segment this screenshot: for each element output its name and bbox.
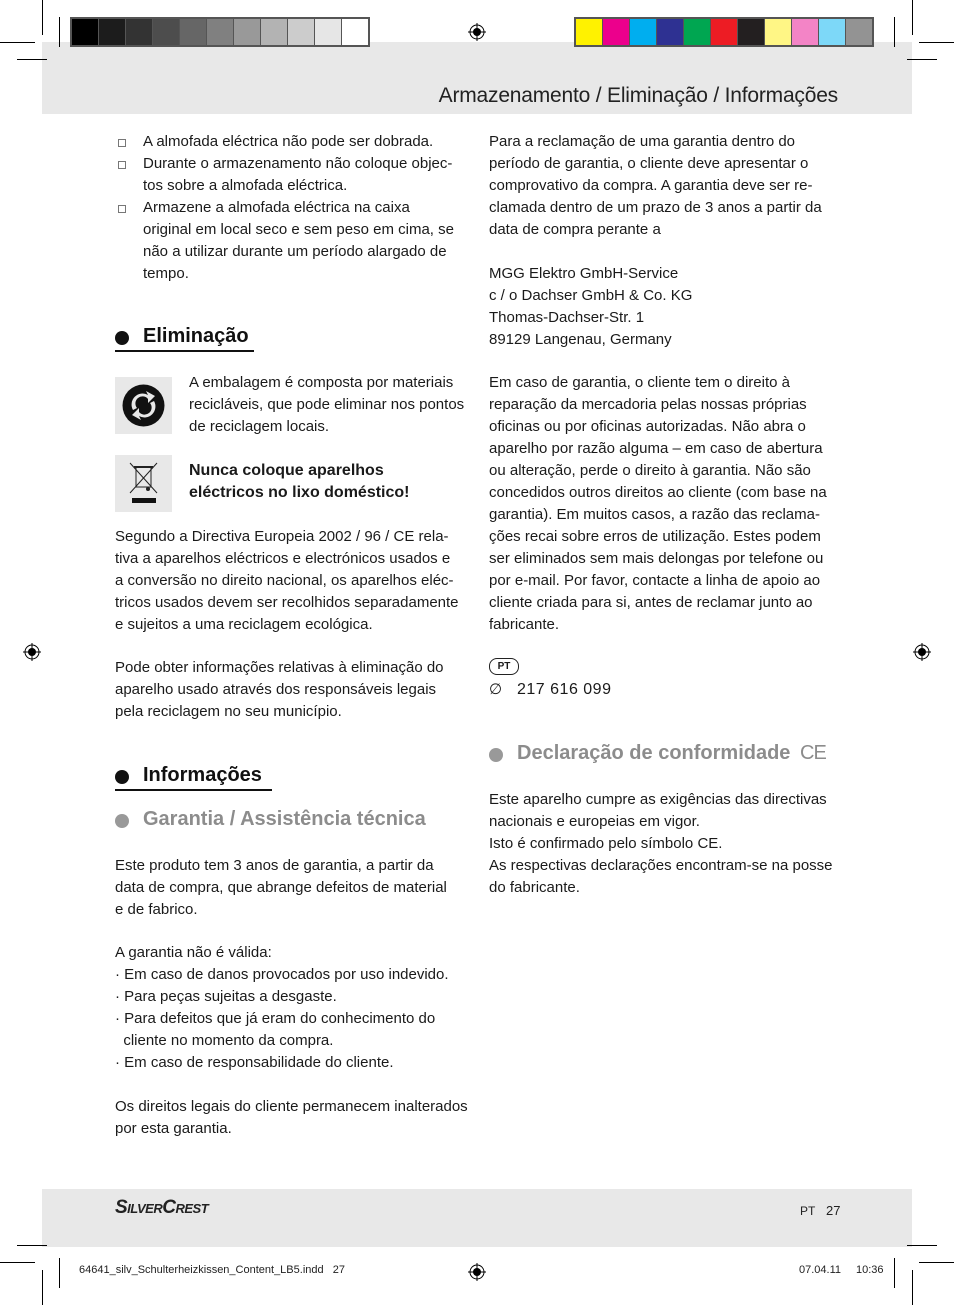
color-swatch <box>711 19 737 45</box>
text-line: Em caso de garantia, o cliente tem o direito à <box>489 374 790 391</box>
text-line: por esta garantia. <box>115 1120 232 1137</box>
text-line: aparelho por razão alguma – em caso de abertura <box>489 440 823 457</box>
crop-mark <box>907 59 937 60</box>
text-line: · Em caso de danos provocados por uso indevido. <box>115 966 449 983</box>
text-line: Armazene a almofada eléctrica na caixa <box>143 199 410 216</box>
crop-mark <box>0 42 35 43</box>
warranty-exclusions <box>115 942 449 1074</box>
text-line: garantia). Em muitos casos, a razão das reclama- <box>489 506 820 523</box>
text-line: período de garantia, o cliente deve apresentar o <box>489 155 809 172</box>
warranty-paragraph <box>115 855 447 921</box>
weee-warning <box>189 460 410 504</box>
conformity-heading <box>517 742 826 765</box>
crop-mark <box>42 0 43 35</box>
text-line: tricos usados devem ser recolhidos separadamente <box>115 594 459 611</box>
text-line: concedidos outros direitos ao cliente (com base na <box>489 484 827 501</box>
color-swatch <box>576 19 602 45</box>
gray-swatch <box>72 19 98 45</box>
text-line: nacionais e europeias em vigor. <box>489 813 700 830</box>
crop-mark <box>59 17 60 47</box>
text-line: A almofada eléctrica não pode ser dobrada. <box>143 133 434 150</box>
gray-swatch <box>288 19 314 45</box>
text-line: e de fabrico. <box>115 901 198 918</box>
crop-mark <box>17 59 47 60</box>
elimination-heading: Eliminação <box>143 325 249 347</box>
text-line: reparação da mercadoria pelas nossas próprias <box>489 396 807 413</box>
text-line: · Em caso de responsabilidade do cliente. <box>115 1054 394 1071</box>
text-line: 89129 Langenau, Germany <box>489 331 672 348</box>
recycle-icon <box>115 377 172 434</box>
text-line: Segundo a Directiva Europeia 2002 / 96 / CE rela- <box>115 528 449 545</box>
crop-mark <box>919 42 954 43</box>
heading-underline <box>115 789 272 791</box>
text-line: fabricante. <box>489 616 560 633</box>
print-date: 07.04.11 <box>799 1264 842 1276</box>
text-line: recicláveis, que pode eliminar nos pontos <box>189 396 465 413</box>
gray-swatch <box>315 19 341 45</box>
text-line: · Para peças sujeitas a desgaste. <box>115 988 337 1005</box>
text-line: original em local seco e sem peso em cima, se <box>143 221 454 238</box>
text-line: oficinas ou por oficinas autorizadas. Não abra o <box>489 418 806 435</box>
bullet-icon <box>115 331 129 345</box>
color-swatch <box>738 19 764 45</box>
brand-logo: SilverCrest <box>115 1197 209 1218</box>
weee-bin-icon <box>115 455 172 512</box>
gray-swatch <box>153 19 179 45</box>
text-line: ser eliminados sem mais delongas por telefone ou <box>489 550 824 567</box>
text-line: tiva a aparelhos eléctricos e electrónicos usados e <box>115 550 451 567</box>
storage-list <box>143 131 454 285</box>
text-line: cliente no momento da compra. <box>115 1032 334 1049</box>
informacoes-heading: Informações <box>143 764 262 786</box>
registration-mark-icon <box>23 643 41 661</box>
crop-mark <box>907 1245 937 1246</box>
color-swatch <box>792 19 818 45</box>
gray-swatch <box>342 19 368 45</box>
text-line: e sujeitos a uma reciclagem ecológica. <box>115 616 373 633</box>
disposal-info-paragraph <box>115 657 444 723</box>
file-slug: 64641_silv_Schulterheizkissen_Content_LB5.indd 27 <box>79 1264 346 1276</box>
text-line: do fabricante. <box>489 879 580 896</box>
gray-swatch <box>234 19 260 45</box>
print-time: 10:36 <box>856 1264 884 1276</box>
text-line: Nunca coloque aparelhos <box>189 462 384 479</box>
crop-mark <box>0 1262 35 1263</box>
color-swatch <box>684 19 710 45</box>
gray-swatch <box>261 19 287 45</box>
phone-number[interactable]: 217 616 099 <box>517 681 612 698</box>
text-line: ou alteração, perde o direito à garantia. Não são <box>489 462 811 479</box>
color-swatch <box>819 19 845 45</box>
conformity-heading-text: Declaração de conformidade <box>517 742 791 764</box>
country-badge: PT <box>489 658 519 675</box>
text-line: A garantia não é válida: <box>115 944 272 961</box>
list-item <box>143 197 454 285</box>
text-line: tempo. <box>143 265 189 282</box>
directive-paragraph <box>115 526 459 636</box>
bullet-icon <box>115 770 129 784</box>
bullet-icon <box>115 814 129 828</box>
grayscale-calibration-bar <box>70 17 370 47</box>
text-line: Pode obter informações relativas à eliminação do <box>115 659 444 676</box>
registration-mark-icon <box>468 23 486 41</box>
text-line: MGG Elektro GmbH-Service <box>489 265 679 282</box>
gray-swatch <box>180 19 206 45</box>
color-swatch <box>846 19 872 45</box>
rights-paragraph <box>115 1096 468 1140</box>
text-line: data de compra perante a <box>489 221 661 238</box>
text-line: clamada dentro de um prazo de 3 anos a partir da <box>489 199 822 216</box>
heading-underline <box>115 350 254 352</box>
color-swatch <box>603 19 629 45</box>
checkbox-bullet-icon <box>118 205 126 213</box>
service-address <box>489 263 692 351</box>
page-title: Armazenamento / Eliminação / Informações <box>438 84 838 107</box>
color-calibration-bar <box>574 17 874 47</box>
text-line: comprovativo da compra. A garantia deve ser re- <box>489 177 813 194</box>
checkbox-bullet-icon <box>118 139 126 147</box>
text-line: de reciclagem locais. <box>189 418 330 435</box>
text-line: data de compra, que abrange defeitos de material <box>115 879 447 896</box>
registration-mark-icon <box>468 1263 486 1281</box>
text-line: · Para defeitos que já eram do conhecimento do <box>115 1010 436 1027</box>
text-line: Durante o armazenamento não coloque objec- <box>143 155 453 172</box>
crop-mark <box>912 1270 913 1305</box>
list-item <box>143 131 454 153</box>
conformity-paragraph <box>489 789 833 899</box>
footer-language: PT <box>800 1204 816 1218</box>
crop-mark <box>912 0 913 35</box>
text-line: a conversão no direito nacional, os aparelhos eléc- <box>115 572 454 589</box>
color-swatch <box>657 19 683 45</box>
text-line: aparelho usado através dos responsáveis legais <box>115 681 437 698</box>
crop-mark <box>17 1245 47 1246</box>
claim-paragraph <box>489 131 822 241</box>
crop-mark <box>919 1262 954 1263</box>
text-line: não a utilizar durante um período alargado de <box>143 243 447 260</box>
gray-swatch <box>207 19 233 45</box>
text-line: tos sobre a almofada eléctrica. <box>143 177 348 194</box>
checkbox-bullet-icon <box>118 161 126 169</box>
text-line: Os direitos legais do cliente permanecem inalterados <box>115 1098 468 1115</box>
phone-icon: ∅ <box>489 681 503 698</box>
registration-mark-icon <box>913 643 931 661</box>
crop-mark <box>42 1270 43 1305</box>
text-line: Este aparelho cumpre as exigências das directivas <box>489 791 827 808</box>
text-line: eléctricos no lixo doméstico! <box>189 484 410 501</box>
recycle-text <box>189 372 464 438</box>
garantia-heading: Garantia / Assistência técnica <box>143 808 426 830</box>
crop-mark <box>894 17 895 47</box>
crop-mark <box>894 1258 895 1288</box>
text-line: por e-mail. Por favor, contacte a linha de apoio ao <box>489 572 821 589</box>
text-line: Thomas-Dachser-Str. 1 <box>489 309 645 326</box>
bullet-icon <box>489 748 503 762</box>
text-line: ções recai sobre erros de utilização. Estes podem <box>489 528 821 545</box>
text-line: A embalagem é composta por materiais <box>189 374 454 391</box>
ce-mark-icon: CE <box>800 742 826 764</box>
gray-swatch <box>99 19 125 45</box>
list-item <box>143 153 454 197</box>
text-line: pela reciclagem no seu município. <box>115 703 342 720</box>
color-swatch <box>765 19 791 45</box>
text-line: cliente criada para si, antes de reclamar junto ao <box>489 594 813 611</box>
color-swatch <box>630 19 656 45</box>
page-number: 27 <box>826 1203 841 1218</box>
text-line: Este produto tem 3 anos de garantia, a partir da <box>115 857 434 874</box>
text-line: Para a reclamação de uma garantia dentro do <box>489 133 796 150</box>
guarantee-paragraph <box>489 372 827 636</box>
crop-mark <box>59 1258 60 1288</box>
gray-swatch <box>126 19 152 45</box>
text-line: As respectivas declarações encontram-se na posse <box>489 857 833 874</box>
text-line: Isto é confirmado pelo símbolo CE. <box>489 835 723 852</box>
text-line: c / o Dachser GmbH & Co. KG <box>489 287 693 304</box>
